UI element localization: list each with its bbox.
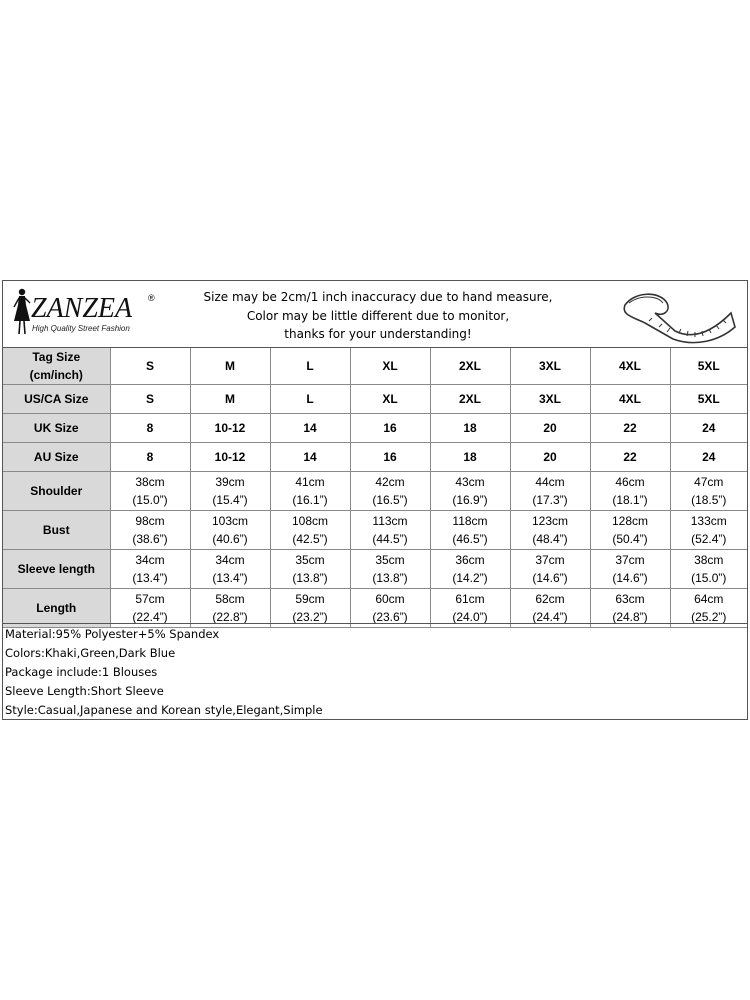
table-cell <box>590 550 670 589</box>
cell-inch: (15.4”) <box>212 493 248 507</box>
table-cell: 16 <box>350 414 430 443</box>
detail-package: Package include:1 Blouses <box>5 665 158 679</box>
cell-cm: 59cm <box>295 592 325 606</box>
table-cell <box>430 472 510 511</box>
cell-cm: 58cm <box>215 592 245 606</box>
woman-silhouette-icon <box>11 287 33 337</box>
cell-cm: 38cm <box>694 553 724 567</box>
table-cell: L <box>270 385 350 414</box>
table-cell <box>590 589 670 628</box>
cell-inch: (14.2”) <box>452 571 488 585</box>
tag-size-row <box>3 348 747 385</box>
cell-cm: 133cm <box>690 514 727 528</box>
table-cell <box>110 550 190 589</box>
table-cell: 2XL <box>430 385 510 414</box>
table-cell <box>190 511 270 550</box>
cell-cm: 35cm <box>375 553 405 567</box>
cell-cm: 42cm <box>375 475 405 489</box>
cell-inch: (15.0”) <box>132 493 168 507</box>
notice-line-3: thanks for your understanding! <box>284 327 472 341</box>
cell-inch: (40.6”) <box>212 532 248 546</box>
size-col-header: S <box>110 348 190 385</box>
row-label: Sleeve length <box>3 550 110 589</box>
cell-inch: (15.0”) <box>691 571 727 585</box>
cell-cm: 118cm <box>452 514 488 528</box>
notice-line-2: Color may be little different due to monitor, <box>246 308 510 323</box>
cell-inch: (24.8”) <box>612 610 648 624</box>
table-cell <box>110 511 190 550</box>
table-cell <box>510 472 590 511</box>
table-cell <box>270 472 350 511</box>
cell-cm: 39cm <box>215 475 245 489</box>
table-cell: 20 <box>510 443 590 472</box>
table-row <box>3 472 747 511</box>
cell-inch: (22.8”) <box>212 610 248 624</box>
table-cell: 10-12 <box>190 414 270 443</box>
size-col-header: XL <box>350 348 430 385</box>
cell-cm: 98cm <box>135 514 165 528</box>
cell-inch: (16.1”) <box>292 493 328 507</box>
table-cell <box>190 472 270 511</box>
table-cell: 18 <box>430 414 510 443</box>
cell-inch: (46.5”) <box>452 532 488 546</box>
table-cell <box>350 472 430 511</box>
cell-cm: 62cm <box>535 592 565 606</box>
table-cell <box>190 550 270 589</box>
detail-sleeve-length: Sleeve Length:Short Sleeve <box>5 684 164 698</box>
table-cell: 20 <box>510 414 590 443</box>
table-cell: S <box>110 385 190 414</box>
cell-cm: 63cm <box>615 592 645 606</box>
table-cell: XL <box>350 385 430 414</box>
cell-inch: (13.4”) <box>132 571 168 585</box>
cell-inch: (14.6”) <box>532 571 568 585</box>
measurement-notice <box>163 288 593 344</box>
size-col-header: 5XL <box>670 348 747 385</box>
brand-logo <box>11 287 161 343</box>
cell-cm: 60cm <box>375 592 405 606</box>
table-cell <box>590 472 670 511</box>
cell-cm: 57cm <box>135 592 165 606</box>
table-cell <box>190 589 270 628</box>
table-row <box>3 511 747 550</box>
table-cell <box>350 589 430 628</box>
table-cell <box>350 511 430 550</box>
table-row <box>3 385 747 414</box>
table-cell <box>350 550 430 589</box>
cell-cm: 108cm <box>291 514 329 528</box>
measuring-tape-icon <box>615 283 737 345</box>
table-cell: 24 <box>670 443 747 472</box>
table-cell: 5XL <box>670 385 747 414</box>
cell-cm: 37cm <box>535 553 565 567</box>
cell-inch: (42.5”) <box>292 532 328 546</box>
table-cell <box>270 550 350 589</box>
detail-style: Style:Casual,Japanese and Korean style,Elegant,Simple <box>5 703 323 717</box>
cell-cm: 38cm <box>135 475 165 489</box>
table-row <box>3 589 747 628</box>
row-label: US/CA Size <box>3 385 110 414</box>
cell-inch: (48.4”) <box>532 532 568 546</box>
cell-cm: 34cm <box>215 553 245 567</box>
cell-cm: 128cm <box>611 514 649 528</box>
cell-inch: (22.4”) <box>132 610 168 624</box>
cell-cm: 35cm <box>295 553 325 567</box>
detail-material: Material:95% Polyester+5% Spandex <box>5 627 220 641</box>
size-chart <box>2 280 748 720</box>
cell-cm: 103cm <box>211 514 249 528</box>
chart-header <box>3 281 747 348</box>
table-row <box>3 550 747 589</box>
brand-name: ZANZEA <box>31 293 133 324</box>
table-cell: 24 <box>670 414 747 443</box>
detail-colors: Colors:Khaki,Green,Dark Blue <box>5 646 176 660</box>
table-cell <box>510 550 590 589</box>
table-cell: 22 <box>590 414 670 443</box>
cell-inch: (13.4”) <box>212 571 248 585</box>
brand-tagline: High Quality Street Fashion <box>32 324 130 333</box>
cell-cm: 64cm <box>694 592 724 606</box>
cell-inch: (50.4”) <box>612 532 648 546</box>
cell-cm: 43cm <box>455 475 485 489</box>
table-cell <box>110 472 190 511</box>
cell-inch: (13.8”) <box>372 571 408 585</box>
size-col-header: L <box>270 348 350 385</box>
table-row <box>3 443 747 472</box>
row-label: UK Size <box>3 414 110 443</box>
cell-cm: 46cm <box>615 475 645 489</box>
cell-inch: (23.2”) <box>292 610 328 624</box>
row-label: AU Size <box>3 443 110 472</box>
table-cell: 18 <box>430 443 510 472</box>
table-cell <box>430 550 510 589</box>
cell-inch: (24.0”) <box>452 610 488 624</box>
cell-cm: 123cm <box>531 514 569 528</box>
cell-inch: (13.8”) <box>292 571 328 585</box>
table-cell: 16 <box>350 443 430 472</box>
cell-inch: (23.6”) <box>372 610 408 624</box>
tag-size-header: Tag Size (cm/inch) <box>3 348 110 385</box>
cell-cm: 61cm <box>455 592 485 606</box>
cell-cm: 113cm <box>372 514 408 528</box>
cell-cm: 37cm <box>615 553 645 567</box>
table-cell: 8 <box>110 443 190 472</box>
cell-inch: (18.5”) <box>691 493 727 507</box>
cell-inch: (14.6”) <box>612 571 648 585</box>
size-col-header: 4XL <box>590 348 670 385</box>
row-label: Length <box>3 589 110 628</box>
cell-cm: 36cm <box>455 553 485 567</box>
table-cell <box>270 589 350 628</box>
cell-inch: (52.4”) <box>691 532 727 546</box>
table-cell <box>110 589 190 628</box>
cell-inch: (17.3”) <box>532 493 568 507</box>
product-details <box>3 623 747 720</box>
cell-cm: 34cm <box>135 553 165 567</box>
table-cell: 22 <box>590 443 670 472</box>
notice-line-1: Size may be 2cm/1 inch inaccuracy due to hand measure, <box>203 290 553 304</box>
cell-inch: (16.9”) <box>452 493 488 507</box>
table-cell <box>510 589 590 628</box>
table-cell <box>510 511 590 550</box>
row-label: Bust <box>3 511 110 550</box>
registered-mark: ® <box>148 293 155 303</box>
row-label: Shoulder <box>3 472 110 511</box>
cell-inch: (25.2”) <box>691 610 727 624</box>
cell-cm: 44cm <box>535 475 565 489</box>
table-cell <box>670 589 747 628</box>
table-cell <box>670 472 747 511</box>
table-cell <box>270 511 350 550</box>
table-cell: M <box>190 385 270 414</box>
table-cell: 10-12 <box>190 443 270 472</box>
size-col-header: 3XL <box>510 348 590 385</box>
cell-inch: (44.5”) <box>372 532 408 546</box>
table-cell <box>670 550 747 589</box>
table-cell <box>590 511 670 550</box>
cell-cm: 41cm <box>295 475 325 489</box>
table-cell: 14 <box>270 414 350 443</box>
table-cell: 14 <box>270 443 350 472</box>
size-table <box>3 348 747 628</box>
size-col-header: M <box>190 348 270 385</box>
table-cell <box>430 589 510 628</box>
table-cell <box>670 511 747 550</box>
cell-inch: (38.6”) <box>132 532 168 546</box>
cell-inch: (18.1”) <box>612 493 648 507</box>
table-row <box>3 414 747 443</box>
table-cell: 3XL <box>510 385 590 414</box>
table-cell: 8 <box>110 414 190 443</box>
size-col-header: 2XL <box>430 348 510 385</box>
table-cell <box>430 511 510 550</box>
cell-inch: (24.4”) <box>532 610 568 624</box>
cell-inch: (16.5”) <box>372 493 408 507</box>
table-cell: 4XL <box>590 385 670 414</box>
cell-cm: 47cm <box>694 475 724 489</box>
